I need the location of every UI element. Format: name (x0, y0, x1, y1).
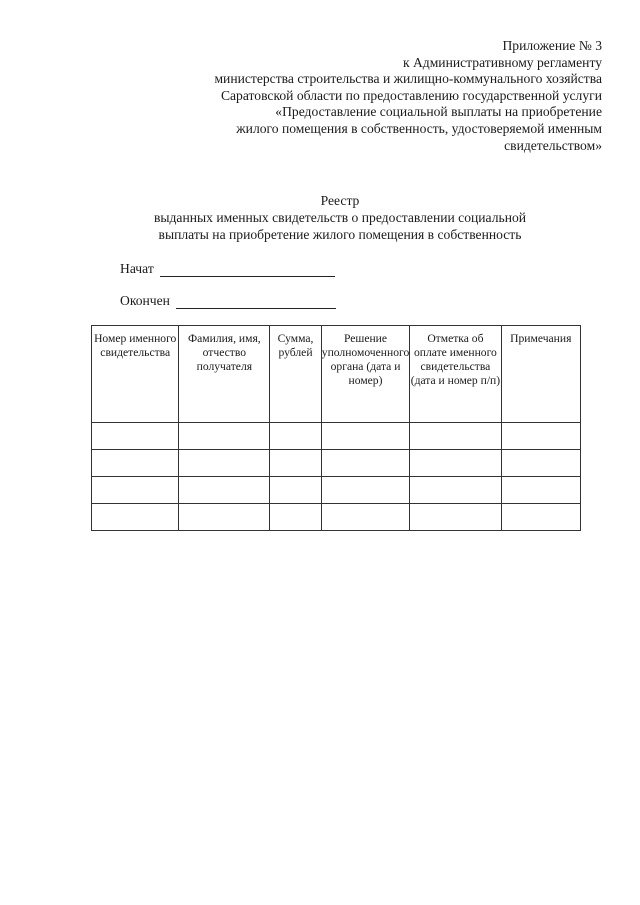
table-cell (410, 450, 501, 477)
table-cell (410, 423, 501, 450)
title-line: Реестр (320, 193, 360, 208)
header-line: «Предоставление социальной выплаты на приобретение (275, 104, 602, 120)
table-cell (92, 504, 179, 531)
table-cell (270, 504, 322, 531)
title-line: выданных именных свидетельств о предоставлении социальной (153, 210, 527, 225)
start-label: Начат (120, 261, 154, 276)
column-header-recipient-name: Фамилия, имя, отчество получателя (179, 326, 270, 423)
header-line: жилого помещения в собственность, удостоверяемой именным (236, 120, 602, 136)
end-field (120, 293, 336, 309)
appendix-header (132, 38, 602, 154)
table-cell (270, 450, 322, 477)
table-cell (321, 504, 410, 531)
table-row (92, 450, 581, 477)
table-row (92, 477, 581, 504)
table-row (92, 504, 581, 531)
column-header-authority-decision: Решение уполномоченного органа (дата и номер) (321, 326, 410, 423)
table-cell (410, 504, 501, 531)
table-cell (501, 504, 580, 531)
column-header-certificate-number: Номер именного свидетельства (92, 326, 179, 423)
column-header-notes: Примечания (501, 326, 580, 423)
title-line: выплаты на приобретение жилого помещения в собственность (158, 227, 522, 242)
table-cell (92, 423, 179, 450)
end-blank-line (176, 296, 336, 309)
table-cell (501, 477, 580, 504)
header-line: к Административному регламенту (402, 54, 602, 70)
header-line: министерства строительства и жилищно-коммунального хозяйства (214, 71, 602, 87)
start-field (120, 261, 335, 277)
table-cell (179, 477, 270, 504)
table-cell (270, 423, 322, 450)
table-cell (270, 477, 322, 504)
table-cell (179, 504, 270, 531)
document-title (100, 192, 580, 243)
header-line: Саратовской области по предоставлению государственной услуги (220, 87, 602, 103)
table-cell (92, 477, 179, 504)
table-cell (321, 450, 410, 477)
table-row (92, 423, 581, 450)
table-cell (321, 423, 410, 450)
table-cell (501, 450, 580, 477)
table-cell (92, 450, 179, 477)
header-line: свидетельством» (504, 137, 602, 153)
table-cell (179, 423, 270, 450)
table-cell (501, 423, 580, 450)
table-cell (321, 477, 410, 504)
registry-table (91, 325, 581, 531)
start-blank-line (160, 264, 335, 277)
end-label: Окончен (120, 293, 170, 308)
table-cell (179, 450, 270, 477)
table-cell (410, 477, 501, 504)
table-header-row (92, 326, 581, 423)
column-header-payment-mark: Отметка об оплате именного свидетельства (дата и номер п/п) (410, 326, 501, 423)
column-header-amount: Сумма, рублей (270, 326, 322, 423)
header-line: Приложение № 3 (502, 38, 602, 53)
